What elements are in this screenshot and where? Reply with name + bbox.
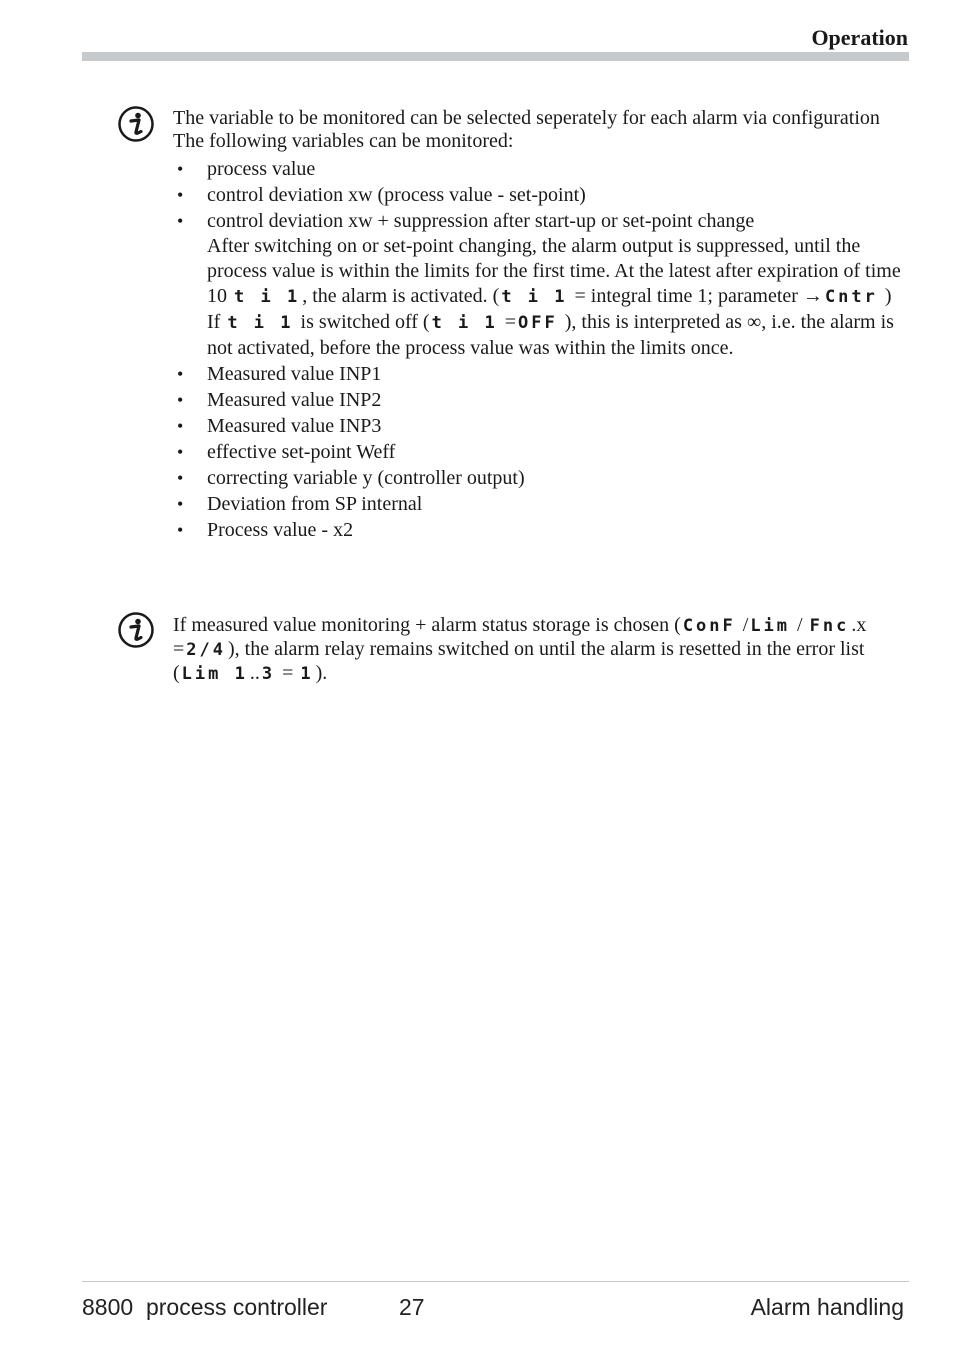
- lcd-lim: Lim: [750, 616, 791, 636]
- note-monitored-variables: [173, 107, 909, 543]
- lcd-cntr: Cntr: [824, 287, 878, 307]
- lcd-1: 1: [300, 664, 314, 684]
- list-item: • process value: [173, 156, 909, 182]
- info-icon: [117, 611, 155, 649]
- footer-product: 8800 process controller: [82, 1294, 328, 1320]
- list-item: • Measured value INP1: [173, 361, 909, 387]
- list-item: [173, 208, 909, 361]
- note-intro: The variable to be monitored can be selected seperately for each alarm via configuration: [173, 107, 880, 129]
- list-item: • Measured value INP2: [173, 387, 909, 413]
- list-item: • Measured value INP3: [173, 413, 909, 439]
- page-header-title: Operation: [811, 25, 908, 50]
- lcd-3: 3: [261, 664, 276, 684]
- lcd-ti1: t i 1: [227, 313, 294, 333]
- lcd-fnc: Fnc: [809, 616, 850, 636]
- info-icon: [117, 105, 155, 143]
- note-alarm-storage: [173, 614, 909, 686]
- list-item: • Process value - x2: [173, 517, 909, 543]
- variable-list: [173, 156, 909, 543]
- header-rule: [82, 52, 909, 61]
- lcd-2-4: 2/4: [186, 640, 226, 660]
- footer-chapter: Alarm handling: [750, 1294, 904, 1320]
- note-alarm-storage-text: If measured value monitoring + alarm status storage is chosen ( ConF / Lim / Fnc .x = 2/4 ), the alarm relay remains switched on until the alarm is resetted in the error list ( Lim 1 .. 3 = 1 ).: [173, 614, 867, 684]
- lcd-off: OFF: [518, 313, 558, 333]
- list-item-text: control deviation xw + suppression after start-up or set-point change: [207, 210, 755, 232]
- list-item: • control deviation xw (process value - set-point): [173, 182, 909, 208]
- suppression-explanation: After switching on or set-point changing, the alarm output is suppressed, until the process value is within the limits for the first time. At the latest after expiration of time 10 t i 1 , the alarm is activated. ( t i 1 = integral time 1; parameter → Cntr ): [207, 235, 901, 307]
- lcd-lim1: Lim 1: [181, 664, 248, 684]
- lcd-ti1: t i 1: [234, 287, 301, 307]
- note-lead: The following variables can be monitored:: [173, 130, 514, 152]
- lcd-ti1: t i 1: [501, 287, 568, 307]
- switched-off-explanation: If t i 1 is switched off ( t i 1 = OFF ), this is interpreted as ∞, i.e. the alarm is not activated, before the process value was within the limits once.: [207, 311, 894, 359]
- footer-page-number: 27: [399, 1294, 425, 1320]
- list-item: • effective set-point Weff: [173, 439, 909, 465]
- list-item: • Deviation from SP internal: [173, 491, 909, 517]
- lcd-ti1: t i 1: [431, 313, 498, 333]
- footer-rule: [82, 1281, 909, 1282]
- list-item: • correcting variable y (controller output): [173, 465, 909, 491]
- lcd-conf: ConF: [682, 616, 736, 636]
